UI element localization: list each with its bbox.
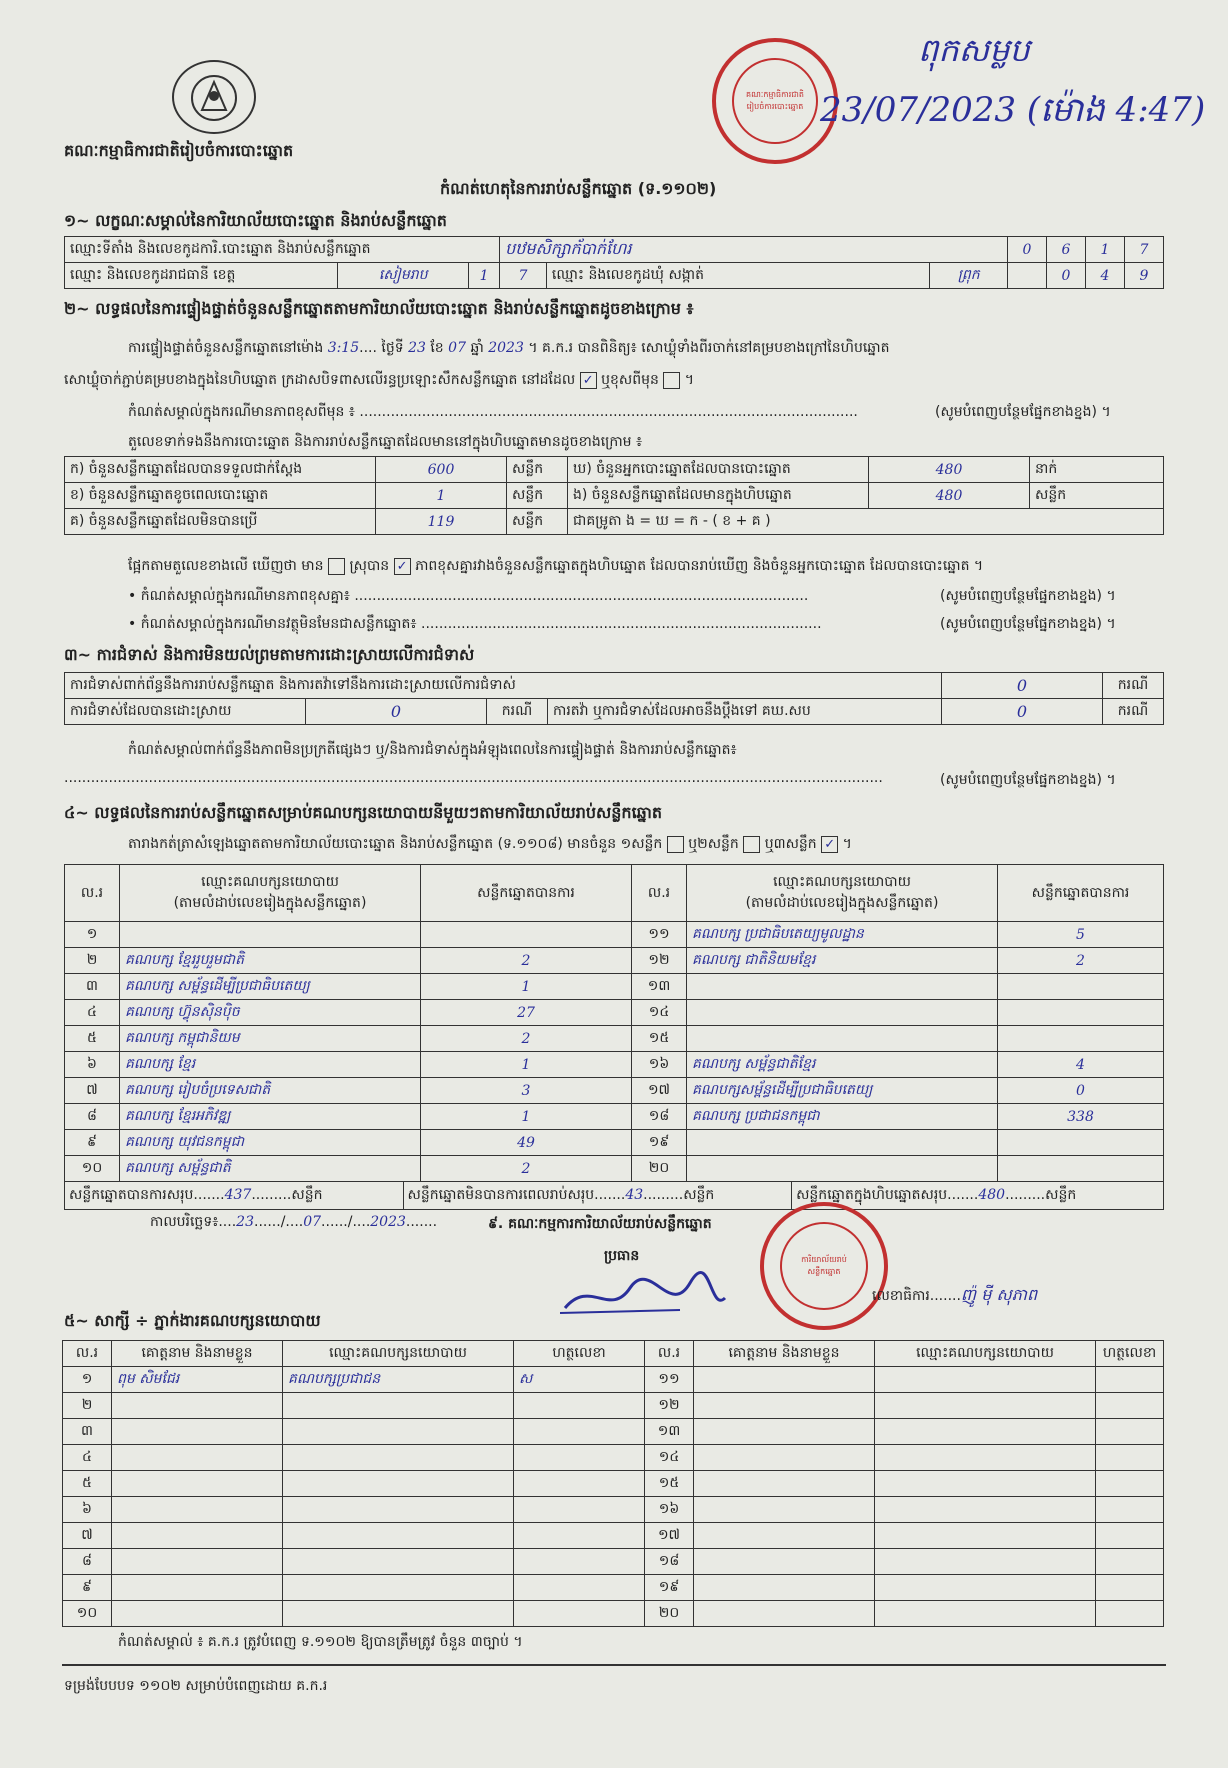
two-sheet-checkbox	[743, 836, 760, 853]
witness-name	[694, 1445, 875, 1471]
party-number: ១	[65, 922, 120, 948]
witness-number: ១៩	[645, 1575, 694, 1601]
figure-d-value: 480	[869, 457, 1030, 483]
party-name	[687, 1156, 998, 1182]
location-code-3: 7	[1125, 237, 1164, 263]
commission-label: ៩. គណៈកម្មការការិយាល័យរាប់សន្លឹកឆ្នោត	[488, 1216, 712, 1232]
location-code-0: 0	[1008, 237, 1047, 263]
chair-label: ប្រធាន	[604, 1248, 640, 1264]
fill-back-note-2: (សូមបំពេញបន្ថែមផ្នែកខាងខ្នង) ។	[940, 588, 1116, 604]
party-votes: 1	[421, 1052, 632, 1078]
witness-party	[283, 1523, 514, 1549]
witness-signature	[514, 1601, 645, 1627]
section2-heading: ២~ លទ្ធផលនៃការផ្ទៀងផ្ទាត់ចំនួនសន្លឹកឆ្នោតតាមការិយាល័យបោះឆ្នោត និងរាប់សន្លឹកឆ្នោតដូចខាងក្រោម ៖	[64, 299, 694, 318]
party-votes: 4	[998, 1052, 1164, 1078]
results-row	[65, 1078, 1164, 1104]
witness-signature	[514, 1549, 645, 1575]
witness-number: ៩	[63, 1575, 112, 1601]
witness-row	[63, 1601, 1164, 1627]
party-number: ១៥	[632, 1026, 687, 1052]
witness-row	[63, 1575, 1164, 1601]
fill-back-note-3: (សូមបំពេញបន្ថែមផ្នែកខាងខ្នង) ។	[940, 616, 1116, 632]
witness-party	[875, 1601, 1096, 1627]
party-votes: 2	[421, 948, 632, 974]
witness-name	[694, 1549, 875, 1575]
witness-party	[283, 1575, 514, 1601]
party-votes: 2	[421, 1156, 632, 1182]
party-number: ១៣	[632, 974, 687, 1000]
witness-signature	[1096, 1523, 1164, 1549]
results-row	[65, 1130, 1164, 1156]
party-name: គណបក្សសម្ព័ន្ធដើម្បីប្រជាធិបតេយ្យ	[687, 1078, 998, 1104]
witness-party	[283, 1601, 514, 1627]
witness-row	[63, 1367, 1164, 1393]
footnote: កំណត់សម្គាល់ ៖ គ.ក.រ ត្រូវបំពេញ ទ.១១០២ ឱ្យបានត្រឹមត្រូវ ចំនួន ៣ច្បាប់ ។	[118, 1634, 523, 1650]
witness-signature	[1096, 1367, 1164, 1393]
party-name: គណបក្ស ប្រជាជនកម្ពុជា	[687, 1104, 998, 1130]
figure-c-value: 119	[376, 509, 507, 535]
witness-row	[63, 1523, 1164, 1549]
party-votes	[421, 922, 632, 948]
location-code-2: 1	[1086, 237, 1125, 263]
witness-signature	[1096, 1445, 1164, 1471]
party-number: ១៨	[632, 1104, 687, 1130]
party-name: គណបក្ស រៀបចំប្រទេសជាតិ	[120, 1078, 421, 1104]
section5-heading: ៥~ សាក្សី ÷ ភ្នាក់ងារគណបក្សនយោបាយ	[64, 1311, 321, 1330]
party-name: គណបក្ស សម្ព័ន្ធជាតិខ្មែរ	[687, 1052, 998, 1078]
witness-number: ១៧	[645, 1523, 694, 1549]
figure-c-label: គ) ចំនួនសន្លឹកឆ្នោតដែលមិនបានប្រើ	[65, 509, 376, 535]
province-code-0: 1	[469, 263, 500, 289]
party-name: គណបក្ស ខ្មែរ	[120, 1052, 421, 1078]
figure-b-value: 1	[376, 483, 507, 509]
witness-number: ២០	[645, 1601, 694, 1627]
witness-table: ល.រ គោត្តនាម និងនាមខ្លួន ឈ្មោះគណបក្សនយោបាយ ហត្ថលេខា ល.រ គោត្តនាម និងនាមខ្លួន ឈ្មោះគណបក្សនយោបាយ ហត្ថលេខា ១ ពុម សិមជែរ គណបក្សប្រជាជន ស ១១ ២ ១២ ៣ ១៣ ៤ ១៤ ៥ ១៥ ៦ ១៦ ៧ ១៧ ៨ ១៨ ៩ ១៩ ១០ ២០	[62, 1340, 1164, 1627]
results-row	[65, 974, 1164, 1000]
witness-signature	[1096, 1575, 1164, 1601]
witness-number: ៦	[63, 1497, 112, 1523]
objection-count-label: ការជំទាស់ពាក់ព័ន្ធនឹងការរាប់សន្លឹកឆ្នោត និងការតវ៉ាទៅនឹងការដោះស្រាយលើការជំទាស់	[65, 673, 942, 699]
objections-table: ការជំទាស់ពាក់ព័ន្ធនឹងការរាប់សន្លឹកឆ្នោត និងការតវ៉ាទៅនឹងការដោះស្រាយលើការជំទាស់ 0 ករណី ការជំទាស់ដែលបានដោះស្រាយ 0 ករណី ការតវ៉ា ឬការជំទាស់ដែលអាចនឹងប្តឹងទៅ គឃ.សប 0 ករណី	[64, 672, 1164, 725]
witness-party	[283, 1471, 514, 1497]
figure-b-label: ខ) ចំនួនសន្លឹកឆ្នោតខូចពេលបោះឆ្នោត	[65, 483, 376, 509]
party-name	[687, 1026, 998, 1052]
section3-heading: ៣~ ការជំទាស់ និងការមិនយល់ព្រមតាមការដោះស្រាយលើការជំទាស់	[64, 645, 475, 664]
witness-name	[694, 1367, 875, 1393]
figures-table: ក) ចំនួនសន្លឹកឆ្នោតដែលបានទទួលជាក់ស្តែង 600 សន្លឹក ឃ) ចំនួនអ្នកបោះឆ្នោតដែលបានបោះឆ្នោត 480 នាក់ ខ) ចំនួនសន្លឹកឆ្នោតខូចពេលបោះឆ្នោត 1 សន្លឹក ង) ចំនួនសន្លឹកឆ្នោតដែលមានក្នុងហិបឆ្នោត 480 សន្លឹក គ) ចំនួនសន្លឹកឆ្នោតដែលមិនបានប្រើ 119 សន្លឹក ជាគម្រូតា ង = ឃ = ក - ( ខ + គ )	[64, 456, 1164, 535]
witness-signature	[514, 1497, 645, 1523]
party-number: ៨	[65, 1104, 120, 1130]
witness-signature	[1096, 1471, 1164, 1497]
verify-time: 3:15	[327, 340, 360, 356]
witness-signature	[514, 1393, 645, 1419]
witness-name	[112, 1445, 283, 1471]
party-number: ១០	[65, 1156, 120, 1182]
witness-signature: ស	[514, 1367, 645, 1393]
witness-number: ១១	[645, 1367, 694, 1393]
diff-checkbox: ✓	[394, 558, 411, 575]
witness-number: ១៦	[645, 1497, 694, 1523]
no-diff-checkbox	[328, 558, 345, 575]
witness-signature	[514, 1523, 645, 1549]
three-sheet-checkbox: ✓	[821, 836, 838, 853]
province-code-1: 7	[500, 263, 547, 289]
party-number: ២០	[632, 1156, 687, 1182]
results-row	[65, 1052, 1164, 1078]
party-votes: 2	[421, 1026, 632, 1052]
party-name: គណបក្ស សម្ព័ន្ធដើម្បីប្រជាធិបតេយ្យ	[120, 974, 421, 1000]
witness-row	[63, 1419, 1164, 1445]
party-name: គណបក្ស ប្រជាធិបតេយ្យមូលដ្ឋាន	[687, 922, 998, 948]
verify-year: 2023	[488, 340, 524, 356]
witness-name	[112, 1419, 283, 1445]
secretary-signature: ញ៉ូ ម៉ី សុភាព	[960, 1285, 1038, 1304]
verify-day: 23	[408, 340, 426, 356]
party-name: គណបក្ស សម្ព័ន្ធជាតិ	[120, 1156, 421, 1182]
section1-heading: ១~ លក្ខណៈសម្គាល់នៃការិយាល័យបោះឆ្នោត និងរាប់សន្លឹកឆ្នោត	[64, 211, 447, 230]
witness-row	[63, 1445, 1164, 1471]
witness-party	[875, 1445, 1096, 1471]
party-votes: 1	[421, 1104, 632, 1130]
verify-line1: ការផ្ទៀងផ្ទាត់ចំនួនសន្លឹកឆ្នោតនៅម៉ោង 3:15.... ថ្ងៃទី 23 ខែ 07 ឆ្នាំ 2023 ។ គ.ក.រ បានពិនិត្យ៖ សោឃ្លុំទាំងពីរចាក់នៅគម្របខាងក្រៅនៃហិបឆ្នោត	[128, 340, 890, 356]
resolved-count: 0	[306, 699, 487, 725]
party-votes: 338	[998, 1104, 1164, 1130]
party-number: ១៩	[632, 1130, 687, 1156]
formula: ជាគម្រូតា ង = ឃ = ក - ( ខ + គ )	[568, 509, 1164, 535]
verify-month: 07	[448, 340, 466, 356]
witness-name	[694, 1471, 875, 1497]
witness-name	[694, 1523, 875, 1549]
party-votes	[998, 974, 1164, 1000]
party-number: ៧	[65, 1078, 120, 1104]
witness-party	[875, 1523, 1096, 1549]
difference-note: • កំណត់សម្គាល់ក្នុងករណីមានភាពខុសគ្នា៖ ......................................................................................................	[128, 588, 809, 604]
location-code-1: 6	[1047, 237, 1086, 263]
figure-e-label: ង) ចំនួនសន្លឹកឆ្នោតដែលមានក្នុងហិបឆ្នោត	[568, 483, 869, 509]
witness-party	[875, 1575, 1096, 1601]
witness-party	[875, 1549, 1096, 1575]
witness-number: ១៨	[645, 1549, 694, 1575]
party-name: គណបក្ស ហ៊្វុនស៊ិនប៉ិច	[120, 1000, 421, 1026]
secretary-line: លេខាធិការ.......ញ៉ូ ម៉ី សុភាព	[872, 1285, 1038, 1304]
one-sheet-checkbox	[667, 836, 684, 853]
party-votes: 5	[998, 922, 1164, 948]
commune-value: ព្រុក	[930, 263, 1008, 289]
witness-name	[112, 1471, 283, 1497]
witness-party	[875, 1367, 1096, 1393]
witness-party	[283, 1445, 514, 1471]
commune-code-0: 0	[1047, 263, 1086, 289]
witness-name	[694, 1497, 875, 1523]
party-number: ១៤	[632, 1000, 687, 1026]
figure-a-label: ក) ចំនួនសន្លឹកឆ្នោតដែលបានទទួលជាក់ស្តែង	[65, 457, 376, 483]
irregularity-dots: ........................................................................................................................................................................................	[64, 770, 883, 786]
witness-party	[283, 1549, 514, 1575]
party-number: ១១	[632, 922, 687, 948]
appeal-count: 0	[942, 699, 1103, 725]
witness-row	[63, 1471, 1164, 1497]
party-votes: 2	[998, 948, 1164, 974]
witness-signature	[1096, 1549, 1164, 1575]
witness-party	[283, 1497, 514, 1523]
verify-line2: សោឃ្លុំចាក់ភ្ជាប់គម្របខាងក្នុងនៃហិបឆ្នោត ក្រដាសបិទពាសលើរន្ធប្រឡោះសឹកសន្លឹកឆ្នោត នៅដដែល ✓ ឬខុសពីមុន ។	[64, 372, 695, 388]
resolved-label: ការជំទាស់ដែលបានដោះស្រាយ	[65, 699, 306, 725]
province-value: សៀមរាប	[338, 263, 469, 289]
commune-code-2: 9	[1125, 263, 1164, 289]
witness-number: ១២	[645, 1393, 694, 1419]
fill-back-note-4: (សូមបំពេញបន្ថែមផ្នែកខាងខ្នង) ។	[940, 772, 1116, 788]
witness-name	[694, 1419, 875, 1445]
witness-party	[283, 1393, 514, 1419]
witness-party	[283, 1419, 514, 1445]
document-title: កំណត់ហេតុនៃការរាប់សន្លឹកឆ្នោត (ទ.១១០២)	[440, 179, 717, 198]
witness-signature	[514, 1419, 645, 1445]
date-line: កាលបរិច្ឆេទ៖....23....../....07....../....2023.......	[150, 1214, 438, 1230]
witness-name	[694, 1575, 875, 1601]
nec-logo-icon	[172, 60, 256, 134]
handwritten-date: 23/07/2023 (ម៉ោង 4:47)	[820, 90, 1206, 130]
handwritten-top-note: ពុកសម្លប	[918, 31, 1030, 69]
committee-name: គណៈកម្មាធិការជាតិរៀបចំការបោះឆ្នោត	[64, 141, 294, 160]
witness-number: ៥	[63, 1471, 112, 1497]
sheet-count-line: តារាងកត់ត្រាសំឡេងឆ្នោតតាមការិយាល័យបោះឆ្នោត និងរាប់សន្លឹកឆ្នោត (ទ.១១០៨) មានចំនួន ១សន្លឹក ឬ២សន្លឹក ឬ៣សន្លឹក ✓ ។	[128, 836, 852, 852]
objection-count: 0	[942, 673, 1103, 699]
party-name	[687, 1130, 998, 1156]
witness-party: គណបក្សប្រជាជន	[283, 1367, 514, 1393]
witness-number: ៤	[63, 1445, 112, 1471]
witness-signature	[514, 1471, 645, 1497]
section4-heading: ៤~ លទ្ធផលនៃការរាប់សន្លឹកឆ្នោតសម្រាប់គណបក្សនយោបាយនីមួយៗតាមការិយាល័យរាប់សន្លឹកឆ្នោត	[64, 803, 663, 822]
commune-label: ឈ្មោះ និងលេខកូដឃុំ សង្កាត់	[546, 263, 930, 289]
witness-name	[694, 1601, 875, 1627]
figures-intro: តួលេខទាក់ទងនឹងការបោះឆ្នោត និងការរាប់សន្លឹកឆ្នោតដែលមាននៅក្នុងហិបឆ្នោតមានដូចខាងក្រោម ៖	[128, 434, 643, 450]
results-table: ល.រ ឈ្មោះគណបក្សនយោបាយ (តាមលំដាប់លេខរៀងក្នុងសន្លឹកឆ្នោត) សន្លឹកឆ្នោតបានការ ល.រ ឈ្មោះគណបក្សនយោបាយ (តាមលំដាប់លេខរៀងក្នុងសន្លឹកឆ្នោត) សន្លឹកឆ្នោតបានការ ១ ១១ គណបក្ស ប្រជាធិបតេយ្យមូលដ្ឋាន 5 ២ គណបក្ស ខ្មែររួបរួមជាតិ 2 ១២ គណបក្ស ជាតិនិយមខ្មែរ 2 ៣ គណបក្ស សម្ព័ន្ធដើម្បីប្រជាធិបតេយ្យ 1 ១៣ ៤ គណបក្ស ហ៊្វុនស៊ិនប៉ិច 27 ១៤ ៥ គណបក្ស កម្ពុជានិយម 2 ១៥ ៦ គណបក្ស ខ្មែរ 1 ១៦ គណបក្ស សម្ព័ន្ធជាតិខ្មែរ 4 ៧ គណបក្ស រៀបចំប្រទេសជាតិ 3 ១៧ គណបក្សសម្ព័ន្ធដើម្បីប្រជាធិបតេយ្យ 0 ៨ គណបក្ស ខ្មែរអភិវឌ្ឍ 1 ១៨ គណបក្ស ប្រជាជនកម្ពុជា 338 ៩ គណបក្ស យុវជនកម្ពុជា 49 ១៩ ១០ គណបក្ស សម្ព័ន្ធជាតិ 2 ២០ សន្លឹកឆ្នោតបានការសរុប.......437.........សន្លឹក សន្លឹកឆ្នោតមិនបានការពេលរាប់សរុប.......43.........សន្លឹក សន្លឹកឆ្នោតក្នុងហិបឆ្នោតសរុប.......480.........សន្លឹក	[64, 864, 1164, 1210]
commune-code-1: 4	[1086, 263, 1125, 289]
irregularity-note: កំណត់សម្គាល់ពាក់ព័ន្ធនឹងភាពមិនប្រក្រតីផ្សេងៗ ឬ/និងការជំទាស់ក្នុងអំឡុងពេលនៃការផ្ទៀងផ្ទាត់ និងការរាប់សន្លឹកឆ្នោត៖	[128, 742, 737, 758]
party-votes	[998, 1026, 1164, 1052]
same-checkbox: ✓	[580, 372, 597, 389]
witness-name	[112, 1523, 283, 1549]
party-votes: 49	[421, 1130, 632, 1156]
change-note-line: កំណត់សម្គាល់ក្នុងករណីមានភាពខុសពីមុន ៖ ................................................................................................................	[128, 404, 858, 420]
witness-number: ១៣	[645, 1419, 694, 1445]
witness-number: ១០	[63, 1601, 112, 1627]
party-number: ៩	[65, 1130, 120, 1156]
chair-signature	[560, 1268, 730, 1337]
party-name: គណបក្ស យុវជនកម្ពុជា	[120, 1130, 421, 1156]
party-votes	[998, 1156, 1164, 1182]
footer-divider	[62, 1664, 1166, 1666]
witness-signature	[1096, 1393, 1164, 1419]
party-name: គណបក្ស ខ្មែររួបរួមជាតិ	[120, 948, 421, 974]
witness-signature	[1096, 1497, 1164, 1523]
form-footer: ទម្រង់បែបបទ ១១០២ សម្រាប់បំពេញដោយ គ.ក.រ	[64, 1678, 328, 1694]
total-in-box: សន្លឹកឆ្នោតក្នុងហិបឆ្នោតសរុប.......480.........សន្លឹក	[796, 1187, 1077, 1203]
witness-signature	[514, 1445, 645, 1471]
results-row	[65, 1000, 1164, 1026]
witness-party	[875, 1471, 1096, 1497]
party-number: ២	[65, 948, 120, 974]
witness-name	[112, 1497, 283, 1523]
party-votes	[998, 1130, 1164, 1156]
witness-signature	[1096, 1419, 1164, 1445]
fill-back-note-1: (សូមបំពេញបន្ថែមផ្នែកខាងខ្នង) ។	[935, 404, 1111, 420]
party-number: ១២	[632, 948, 687, 974]
party-number: ១៧	[632, 1078, 687, 1104]
figure-d-label: ឃ) ចំនួនអ្នកបោះឆ្នោតដែលបានបោះឆ្នោត	[568, 457, 869, 483]
witness-number: ១៤	[645, 1445, 694, 1471]
witness-name	[112, 1601, 283, 1627]
party-name: គណបក្ស កម្ពុជានិយម	[120, 1026, 421, 1052]
witness-number: ២	[63, 1393, 112, 1419]
witness-name	[112, 1549, 283, 1575]
witness-row	[63, 1393, 1164, 1419]
figure-a-value: 600	[376, 457, 507, 483]
party-votes: 27	[421, 1000, 632, 1026]
party-number: ៥	[65, 1026, 120, 1052]
witness-number: ៨	[63, 1549, 112, 1575]
witness-number: ៣	[63, 1419, 112, 1445]
party-number: ៣	[65, 974, 120, 1000]
location-value: បឋមសិក្សាក័បាក់ហែរ	[500, 237, 1008, 263]
party-name: គណបក្ស ជាតិនិយមខ្មែរ	[687, 948, 998, 974]
party-votes: 1	[421, 974, 632, 1000]
party-votes: 0	[998, 1078, 1164, 1104]
party-name	[687, 1000, 998, 1026]
witness-party	[875, 1497, 1096, 1523]
witness-number: ១៥	[645, 1471, 694, 1497]
results-row	[65, 1026, 1164, 1052]
party-name	[120, 922, 421, 948]
commission-seal-text: ការិយាល័យរាប់សន្លឹកឆ្នោត	[801, 1255, 847, 1276]
witness-name	[112, 1575, 283, 1601]
location-label: ឈ្មោះទីតាំង និងលេខកូដការិ.បោះឆ្នោត និងរាប់សន្លឹកឆ្នោត	[65, 237, 500, 263]
appeal-label: ការតវ៉ា ឬការជំទាស់ដែលអាចនឹងប្តឹងទៅ គឃ.សប	[548, 699, 942, 725]
witness-signature	[514, 1575, 645, 1601]
party-number: ៤	[65, 1000, 120, 1026]
witness-signature	[1096, 1601, 1164, 1627]
results-row	[65, 948, 1164, 974]
party-name	[687, 974, 998, 1000]
commission-seal-stamp	[760, 1202, 888, 1330]
top-seal-text: គណៈកម្មាធិការជាតិរៀបចំការបោះឆ្នោត	[746, 90, 804, 111]
figure-e-value: 480	[869, 483, 1030, 509]
changed-checkbox	[663, 372, 680, 389]
witness-row	[63, 1549, 1164, 1575]
witness-name	[694, 1393, 875, 1419]
party-number: ៦	[65, 1052, 120, 1078]
witness-row	[63, 1497, 1164, 1523]
party-name: គណបក្ស ខ្មែរអភិវឌ្ឍ	[120, 1104, 421, 1130]
party-votes: 3	[421, 1078, 632, 1104]
party-number: ១៦	[632, 1052, 687, 1078]
province-label: ឈ្មោះ និងលេខកូដរាជធានី ខេត្ត	[65, 263, 338, 289]
witness-number: ៧	[63, 1523, 112, 1549]
object-note: • កំណត់សម្គាល់ក្នុងករណីមានវត្ថុមិនមែនជាសន្លឹកឆ្នោត៖ ..........................................................................................	[128, 616, 822, 632]
results-row	[65, 922, 1164, 948]
results-row	[65, 1156, 1164, 1182]
witness-party	[875, 1419, 1096, 1445]
difference-line: ផ្អែកតាមតួលេខខាងលើ ឃើញថា មាន ស្រុបាន ✓ ភាពខុសគ្នារវាងចំនួនសន្លឹកឆ្នោតក្នុងហិបឆ្នោត ដែលបានរាប់ឃើញ និងចំនួនអ្នកបោះឆ្នោត ដែលបានបោះឆ្នោត ។	[128, 558, 984, 574]
total-valid: សន្លឹកឆ្នោតបានការសរុប.......437.........សន្លឹក	[65, 1182, 404, 1209]
section1-table	[64, 236, 1164, 289]
results-row	[65, 1104, 1164, 1130]
witness-name: ពុម សិមជែរ	[112, 1367, 283, 1393]
total-invalid: សន្លឹកឆ្នោតមិនបានការពេលរាប់សរុប.......43.........សន្លឹក	[404, 1182, 793, 1209]
witness-party	[875, 1393, 1096, 1419]
witness-name	[112, 1393, 283, 1419]
party-votes	[998, 1000, 1164, 1026]
witness-number: ១	[63, 1367, 112, 1393]
